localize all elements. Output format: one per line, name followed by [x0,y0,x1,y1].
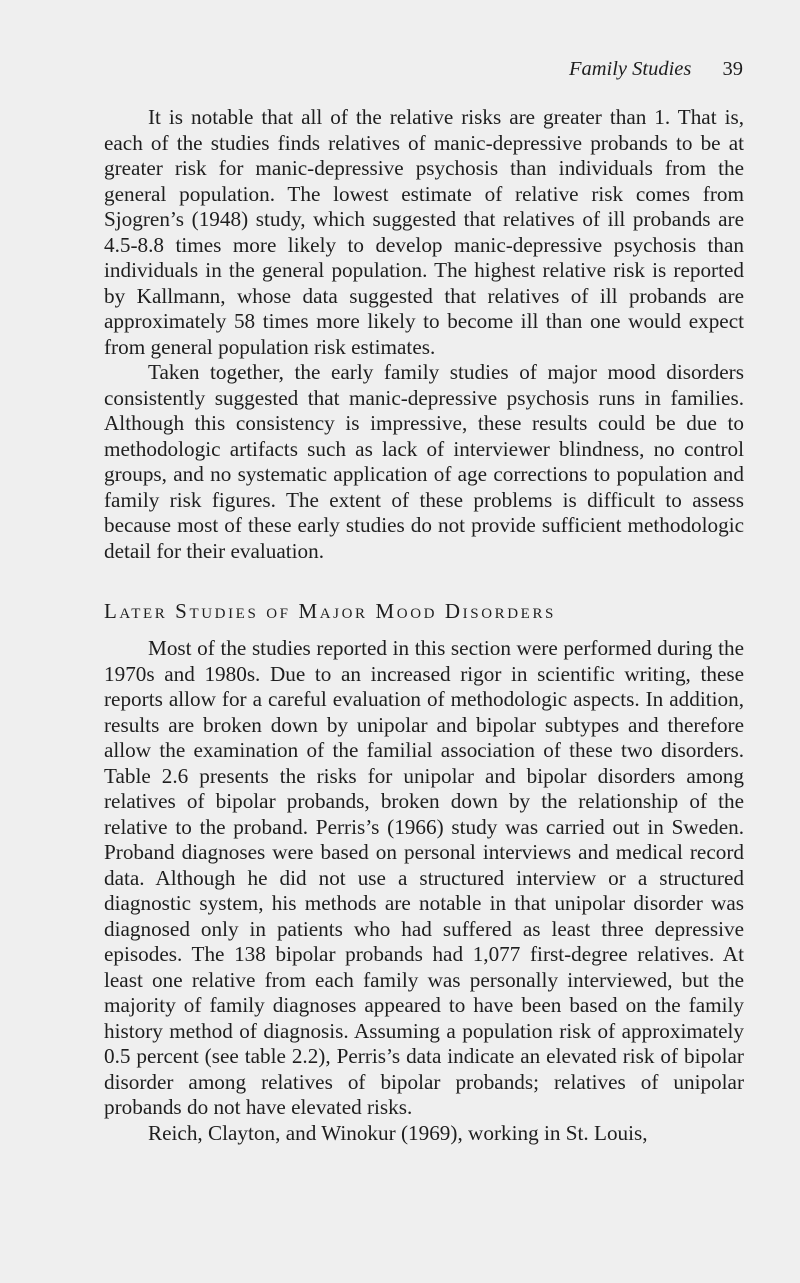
paragraph: It is notable that all of the relative risks are greater than 1. That is, each of the studies finds relatives of manic-depressive probands to be at greater risk for manic-depressive psychosis than individuals from the general population. The lowest estimate of relative risk comes from Sjogren’s (1948) study, which suggested that relatives of ill probands are 4.5-8.8 times more likely to develop manic-depressive psychosis than individuals in the general population. The highest relative risk is reported by Kallmann, whose data suggested that relatives of ill probands are approximately 58 times more likely to become ill than one would expect from general population risk estimates. [104,105,744,359]
paragraph: Taken together, the early family studies of major mood disorders consistently suggested that manic-depressive psychosis runs in families. Although this consistency is impressive, these results could be due to methodologic artifacts such as lack of interviewer blindness, no control groups, and no systematic application of age corrections to population and family risk figures. The extent of these problems is difficult to assess because most of these early studies do not provide sufficient methodologic detail for their evaluation. [104,360,744,563]
running-head-title: Family Studies [568,58,692,80]
body-text [104,105,744,1146]
paragraph: Most of the studies reported in this section were performed during the 1970s and 1980s. Due to an increased rigor in scientific writing, these reports allow for a careful evaluation of methodologic aspects. In addition, results are broken down by unipolar and bipolar subtypes and therefore allow the examination of the familial association of these two disorders. Table 2.6 presents the risks for unipolar and bipolar disorders among relatives of bipolar probands, broken down by the relationship of the relative to the proband. Perris’s (1966) study was carried out in Sweden. Proband diagnoses were based on personal interviews and medical record data. Although he did not use a structured interview or a structured diagnostic system, his methods are notable in that unipolar disorder was diagnosed only in patients who had suffered as least three depressive episodes. The 138 bipolar probands had 1,077 first-degree relatives. At least one relative from each family was personally interviewed, but the majority of family diagnoses appeared to have been based on the family history method of diagnosis. Assuming a population risk of approximately 0.5 percent (see table 2.2), Perris’s data indicate an elevated risk of bipolar disorder among relatives of bipolar probands; relatives of unipolar probands do not have elevated risks. [104,636,744,1119]
section-heading: Later Studies of Major Mood Disorders [104,599,556,623]
running-head [569,56,743,82]
paragraph: Reich, Clayton, and Winokur (1969), working in St. Louis, [148,1120,648,1145]
page-number: 39 [722,58,743,80]
